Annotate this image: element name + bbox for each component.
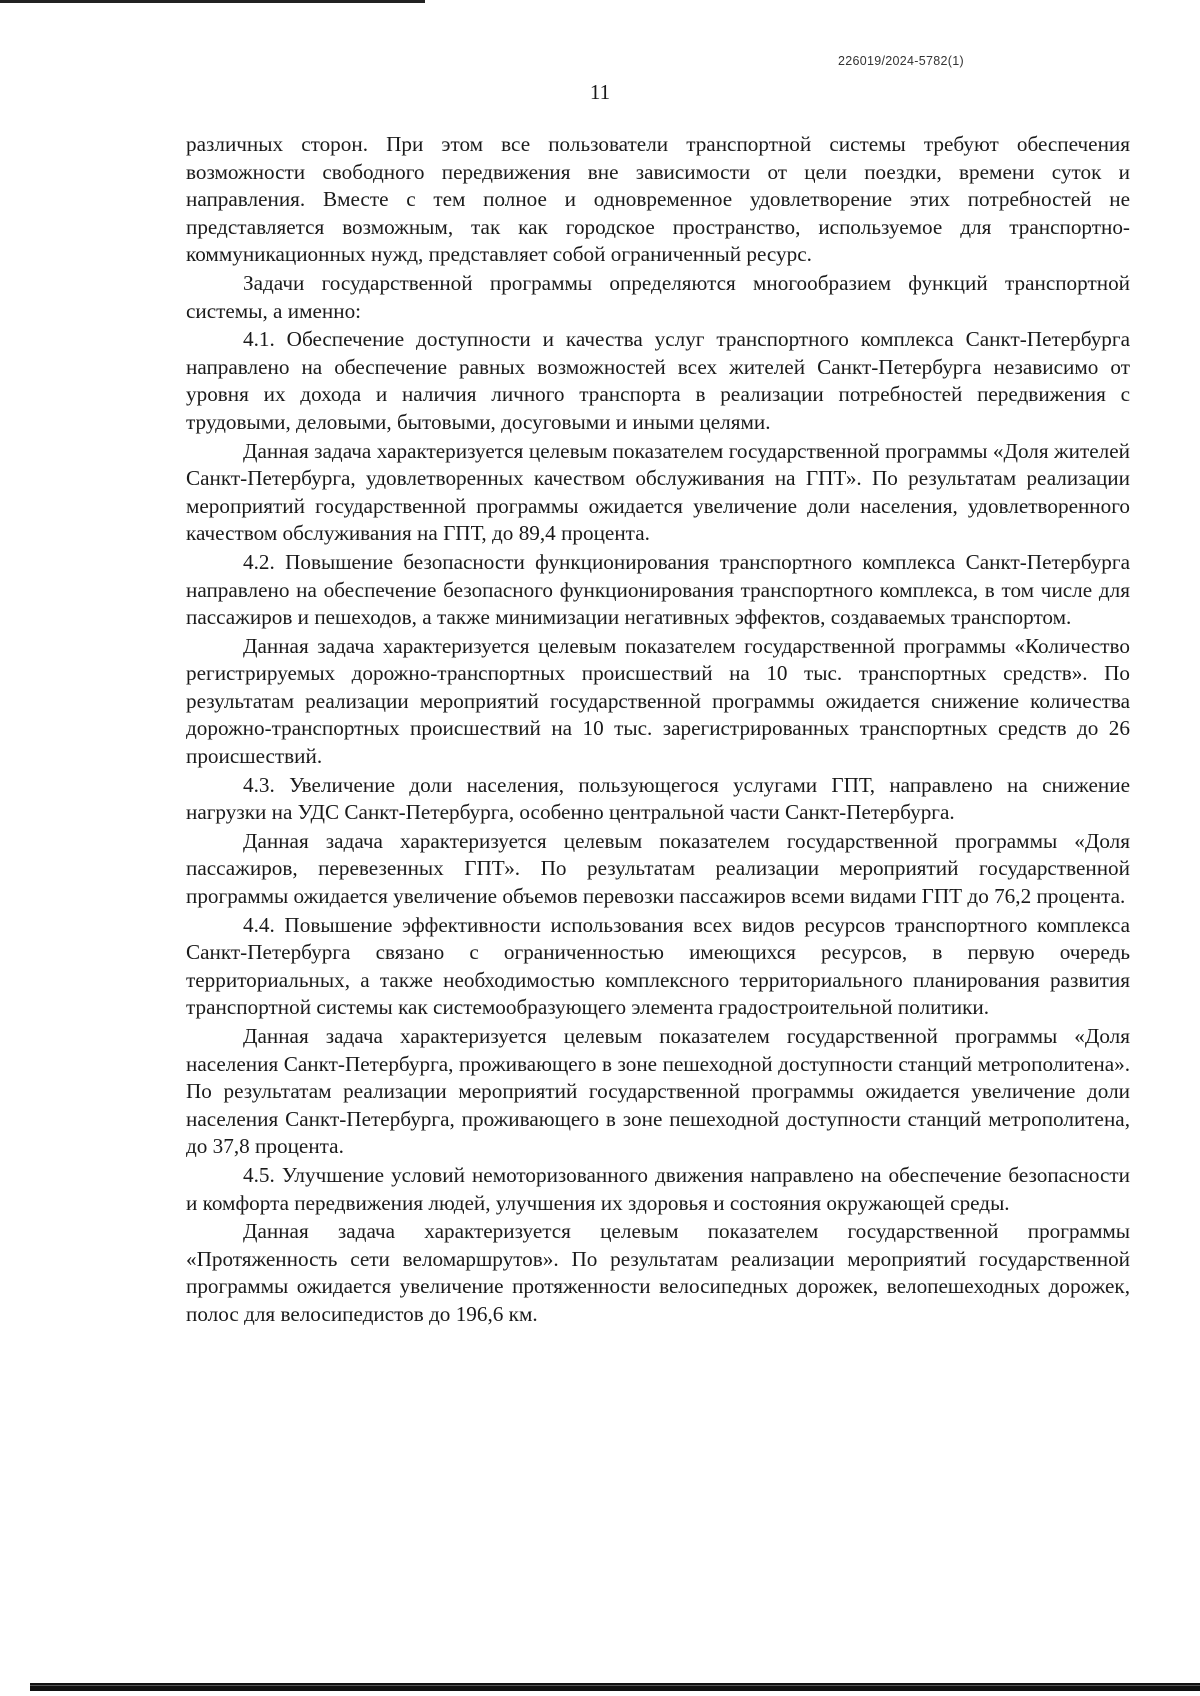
document-number: 226019/2024-5782(1): [838, 54, 964, 68]
scan-edge-top: [0, 0, 425, 3]
paragraph-indicator-4-1: Данная задача характеризуется целевым показателем государственной программы «Доля жителей Санкт-Петербурга, удовлетворенных качеством обслуживания на ГПТ». По результатам реализации мероприятий государственной программы ожидается увеличение доли населения, удовлетворенного качеством обслуживания на ГПТ, до 89,4 процента.: [186, 438, 1130, 546]
document-body: [186, 131, 1130, 1330]
paragraph-continuation: различных сторон. При этом все пользователи транспортной системы требуют обеспечения возможности свободного передвижения вне зависимости от цели поездки, времени суток и направления. Вместе с тем полное и одновременное удовлетворение этих потребностей не представляется возможным, так как городское пространство, используемое для транспортно-коммуникационных нужд, представляет собой ограниченный ресурс.: [186, 132, 1130, 267]
page-number: 11: [589, 80, 611, 104]
paragraph-task-4-4: 4.4. Повышение эффективности использования всех видов ресурсов транспортного комплекса Санкт-Петербурга связано с ограниченностью имеющихся ресурсов, в первую очередь территориальных, а также необходимостью комплексного территориального планирования развития транспортной системы как системообразующего элемента градостроительной политики.: [186, 912, 1130, 1020]
paragraph-task-4-1: 4.1. Обеспечение доступности и качества услуг транспортного комплекса Санкт-Петербурга направлено на обеспечение равных возможностей всех жителей Санкт-Петербурга независимо от уровня их дохода и наличия личного транспорта в реализации потребностей передвижения с трудовыми, деловыми, бытовыми, досуговыми и иными целями.: [186, 327, 1130, 434]
paragraph-indicator-4-2: Данная задача характеризуется целевым показателем государственной программы «Количество регистрируемых дорожно-транспортных происшествий на 10 тыс. транспортных средств». По результатам реализации мероприятий государственной программы ожидается снижение количества дорожно-транспортных происшествий на 10 тыс. зарегистрированных транспортных средств до 26 происшествий.: [186, 633, 1130, 769]
paragraph-task-4-2: 4.2. Повышение безопасности функционирования транспортного комплекса Санкт-Петербурга направлено на обеспечение безопасного функционирования транспортного комплекса, в том числе для пассажиров и пешеходов, а также минимизации негативных эффектов, создаваемых транспортом.: [186, 549, 1130, 630]
scan-edge-bottom-line: [30, 1685, 1200, 1686]
paragraph-tasks-intro: Задачи государственной программы определяются многообразием функций транспортной системы, а именно:: [186, 270, 1130, 323]
paragraph-task-4-5: 4.5. Улучшение условий немоторизованного движения направлено на обеспечение безопасности и комфорта передвижения людей, улучшения их здоровья и состояния окружающей среды.: [186, 1162, 1130, 1215]
paragraph-indicator-4-5: Данная задача характеризуется целевым показателем государственной программы «Протяженность сети веломаршрутов». По результатам реализации мероприятий государственной программы ожидается увеличение протяженности велосипедных дорожек, велопешеходных дорожек, полос для велосипедистов до 196,6 км.: [186, 1219, 1130, 1326]
paragraph-task-4-3: 4.3. Увеличение доли населения, пользующегося услугами ГПТ, направлено на снижение нагрузки на УДС Санкт-Петербурга, особенно центральной части Санкт-Петербурга.: [186, 772, 1130, 825]
paragraph-indicator-4-3: Данная задача характеризуется целевым показателем государственной программы «Доля пассажиров, перевезенных ГПТ». По результатам реализации мероприятий государственной программы ожидается увеличение объемов перевозки пассажиров всеми видами ГПТ до 76,2 процента.: [186, 828, 1130, 909]
paragraph-indicator-4-4: Данная задача характеризуется целевым показателем государственной программы «Доля населения Санкт-Петербурга, проживающего в зоне пешеходной доступности станций метрополитена». По результатам реализации мероприятий государственной программы ожидается увеличение доли населения Санкт-Петербурга, проживающего в зоне пешеходной доступности станций метрополитена, до 37,8 процента.: [186, 1024, 1130, 1159]
